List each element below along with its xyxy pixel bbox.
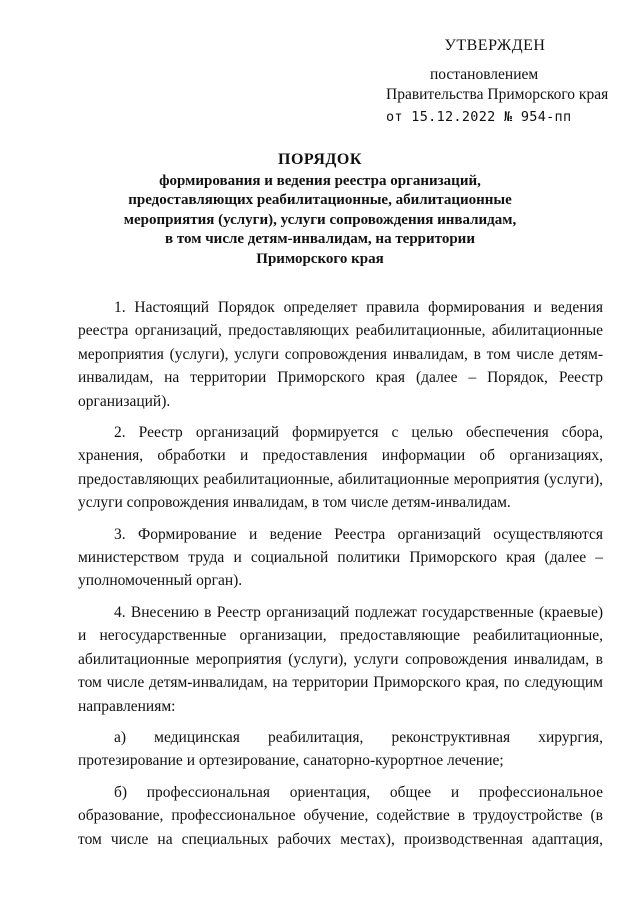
approval-heading: УТВЕРЖДЕН bbox=[444, 37, 546, 54]
subtitle-line: предоставляющих реабилитационные, абилитационные bbox=[128, 192, 512, 208]
approval-line-resolution: постановлением bbox=[430, 66, 539, 83]
paragraph-4b: б) профессиональная ориентация, общее и профессиональное образование, профессиональное обучение, содействие в трудоустройстве (в том числе на специальных рабочих местах), производственная адаптация, bbox=[78, 783, 603, 848]
document-body bbox=[78, 296, 603, 851]
document-title-block bbox=[60, 150, 580, 269]
paragraph-4: 4. Внесению в Реестр организаций подлежат государственные (краевые) и негосударственные организации, предоставляющие реабилитационные, абилитационные мероприятия (услуги), услуги сопровождения инвалидам, в том числе детям-инвалидам, на территории Приморского края, по следующим направлениям: bbox=[78, 603, 603, 715]
subtitle-line: мероприятия (услуги), услуги сопровождения инвалидам, bbox=[123, 211, 517, 228]
paragraph-3: 3. Формирование и ведение Реестра организаций осуществляются министерством труда и социальной политики Приморского края (далее – уполномоченный орган). bbox=[78, 525, 603, 590]
approval-line-government: Правительства Приморского края bbox=[386, 86, 609, 103]
paragraph-1: 1. Настоящий Порядок определяет правила формирования и ведения реестра организаций, предоставляющих реабилитационные, абилитационные мероприятия (услуги), услуги сопровождения инвалидам, в том числе детям-инвалидам, на территории Приморского края (далее – Порядок, Реестр организаций). bbox=[78, 299, 603, 410]
subtitle-line: формирования и ведения реестра организаций, bbox=[159, 172, 481, 189]
paragraph-4a: а) медицинская реабилитация, реконструктивная хирургия, протезирование и ортезирование, санаторно-курортное лечение; bbox=[78, 728, 603, 770]
subtitle-line: в том числе детям-инвалидам, на территории bbox=[165, 231, 475, 247]
approval-block bbox=[380, 36, 610, 127]
document-title: ПОРЯДОК bbox=[278, 151, 362, 168]
subtitle-line: Приморского края bbox=[256, 250, 384, 267]
paragraph-2: 2. Реестр организаций формируется с целью обеспечения сбора, хранения, обработки и предоставления информации об организациях, предоставляющих реабилитационные, абилитационные мероприятия (услуги), услуги сопровождения инвалидам, в том числе детям-инвалидам. bbox=[78, 424, 603, 512]
approval-date-number: от 15.12.2022 № 954-пп bbox=[386, 109, 572, 125]
